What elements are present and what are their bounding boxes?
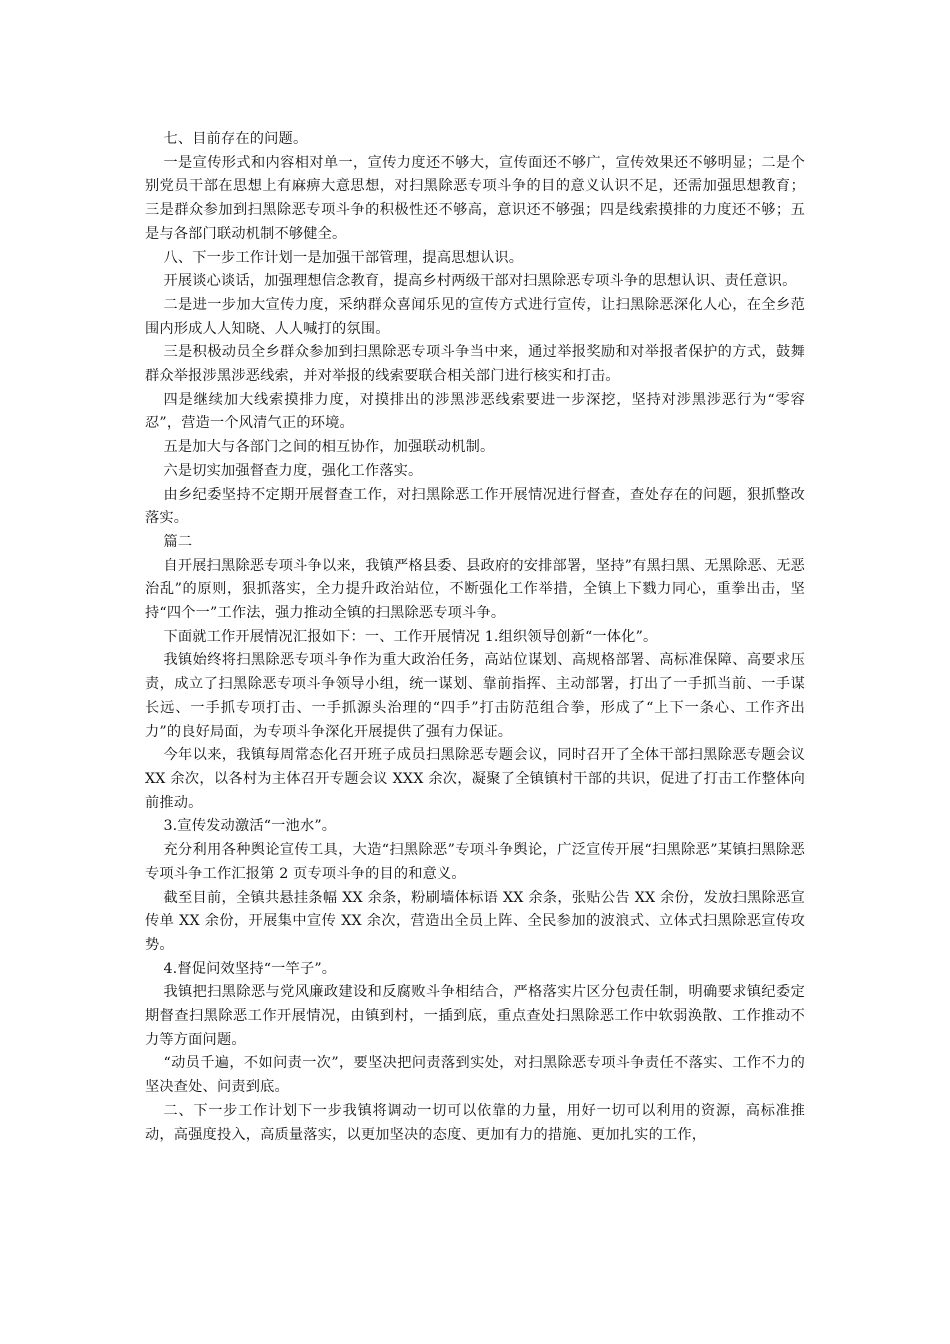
paragraph: 三是积极动员全乡群众参加到扫黑除恶专项斗争当中来，通过举报奖励和对举报者保护的方式，鼓舞群众举报涉黑涉恶线索，并对举报的线索要联合相关部门进行核实和打击。 bbox=[145, 344, 805, 385]
paragraph: 由乡纪委坚持不定期开展督查工作，对扫黑除恶工作开展情况进行督查，查处存在的问题，狠抓整改落实。 bbox=[145, 486, 805, 527]
paragraph: 自开展扫黑除恶专项斗争以来，我镇严格县委、县政府的安排部署，坚持”有黑扫黑、无黑除恶、无恶治乱”的原则，狠抓落实，全力提升政治站位，不断强化工作举措，全镇上下戮力同心，重拳出击，坚持“四个一”工作法，强力推动全镇的扫黑除恶专项斗争。 bbox=[145, 557, 805, 622]
paragraph: 下面就工作开展情况汇报如下：一、工作开展情况 1.组织领导创新“一体化”。 bbox=[163, 628, 658, 645]
section-heading-part-two: 篇二 bbox=[163, 533, 193, 550]
paragraph: 二是进一步加大宣传力度，采纳群众喜闻乐见的宣传方式进行宣传，让扫黑除恶深化人心，在全乡范围内形成人人知晓、人人喊打的氛围。 bbox=[145, 296, 805, 337]
paragraph: 四是继续加大线索摸排力度，对摸排出的涉黑涉恶线索要进一步深挖，坚持对涉黑涉恶行为“零容忍”，营造一个风清气正的环境。 bbox=[145, 391, 805, 432]
section-heading-next-plan: 八、下一步工作计划一是加强干部管理，提高思想认识。 bbox=[163, 249, 524, 266]
paragraph: 一是宣传形式和内容相对单一，宣传力度还不够大，宣传面还不够广，宣传效果还不够明显；二是个别党员干部在思想上有麻痹大意思想，对扫黑除恶专项斗争的目的意义认识不足，还需加强思想教育；三是群众参加到扫黑除恶专项斗争的积极性还不够高，意识还不够强；四是线索摸排的力度还不够；五是与各部门联动机制不够健全。 bbox=[145, 154, 805, 242]
paragraph: 今年以来，我镇每周常态化召开班子成员扫黑除恶专题会议，同时召开了全体干部扫黑除恶专题会议 XX 余次，以各村为主体召开专题会议 XXX 余次，凝聚了全镇镇村干部的共识，促进了打击工作整体向前推动。 bbox=[145, 747, 805, 811]
document-body bbox=[145, 128, 805, 1147]
paragraph: 充分利用各种舆论宣传工具，大造“扫黑除恶”专项斗争舆论，广泛宣传开展“扫黑除恶”某镇扫黑除恶专项斗争工作汇报第 2 页专项斗争的目的和意义。 bbox=[145, 842, 805, 882]
paragraph: 我镇把扫黑除恶与党风廉政建设和反腐败斗争相结合，严格落实片区分包责任制，明确要求镇纪委定期督查扫黑除恶工作开展情况，由镇到村，一插到底，重点查处扫黑除恶工作中软弱涣散、工作推动不力等方面问题。 bbox=[145, 984, 805, 1048]
paragraph: 六是切实加强督查力度，强化工作落实。 bbox=[163, 462, 423, 479]
paragraph: 五是加大与各部门之间的相互协作，加强联动机制。 bbox=[163, 439, 495, 456]
paragraph: 截至目前，全镇共悬挂条幅 XX 余条，粉刷墙体标语 XX 余条，张贴公告 XX 余份，发放扫黑除恶宣传单 XX 余份，开展集中宣传 XX 余次，营造出全员上阵、全民参加的波浪式、立体式扫黑除恶宣传攻势。 bbox=[145, 889, 805, 953]
paragraph: 二、下一步工作计划下一步我镇将调动一切可以依靠的力量，用好一切可以利用的资源，高标准推动，高强度投入，高质量落实，以更加坚决的态度、更加有力的措施、更加扎实的工作， bbox=[145, 1102, 805, 1143]
paragraph: 我镇始终将扫黑除恶专项斗争作为重大政治任务，高站位谋划、高规格部署、高标准保障、高要求压责，成立了扫黑除恶专项斗争领导小组，统一谋划、靠前指挥、主动部署，打出了一手抓当前、一手谋长远、一手抓专项打击、一手抓源头治理的“四手”打击防范组合拳，形成了“上下一条心、工作齐出力”的良好局面，为专项斗争深化开展提供了强有力保证。 bbox=[145, 652, 805, 740]
paragraph: “动员千遍，不如问责一次”，要坚决把问责落到实处，对扫黑除恶专项斗争责任不落实、工作不力的坚决查处、问责到底。 bbox=[145, 1055, 805, 1096]
subsection-heading-supervision: 4.督促问效坚持“一竿子”。 bbox=[163, 960, 337, 977]
paragraph: 开展谈心谈话，加强理想信念教育，提高乡村两级干部对扫黑除恶专项斗争的思想认识、责任意识。 bbox=[163, 273, 797, 290]
section-heading-problems: 七、目前存在的问题。 bbox=[163, 131, 308, 147]
subsection-heading-publicity: 3.宣传发动激活“一池水”。 bbox=[163, 818, 337, 835]
